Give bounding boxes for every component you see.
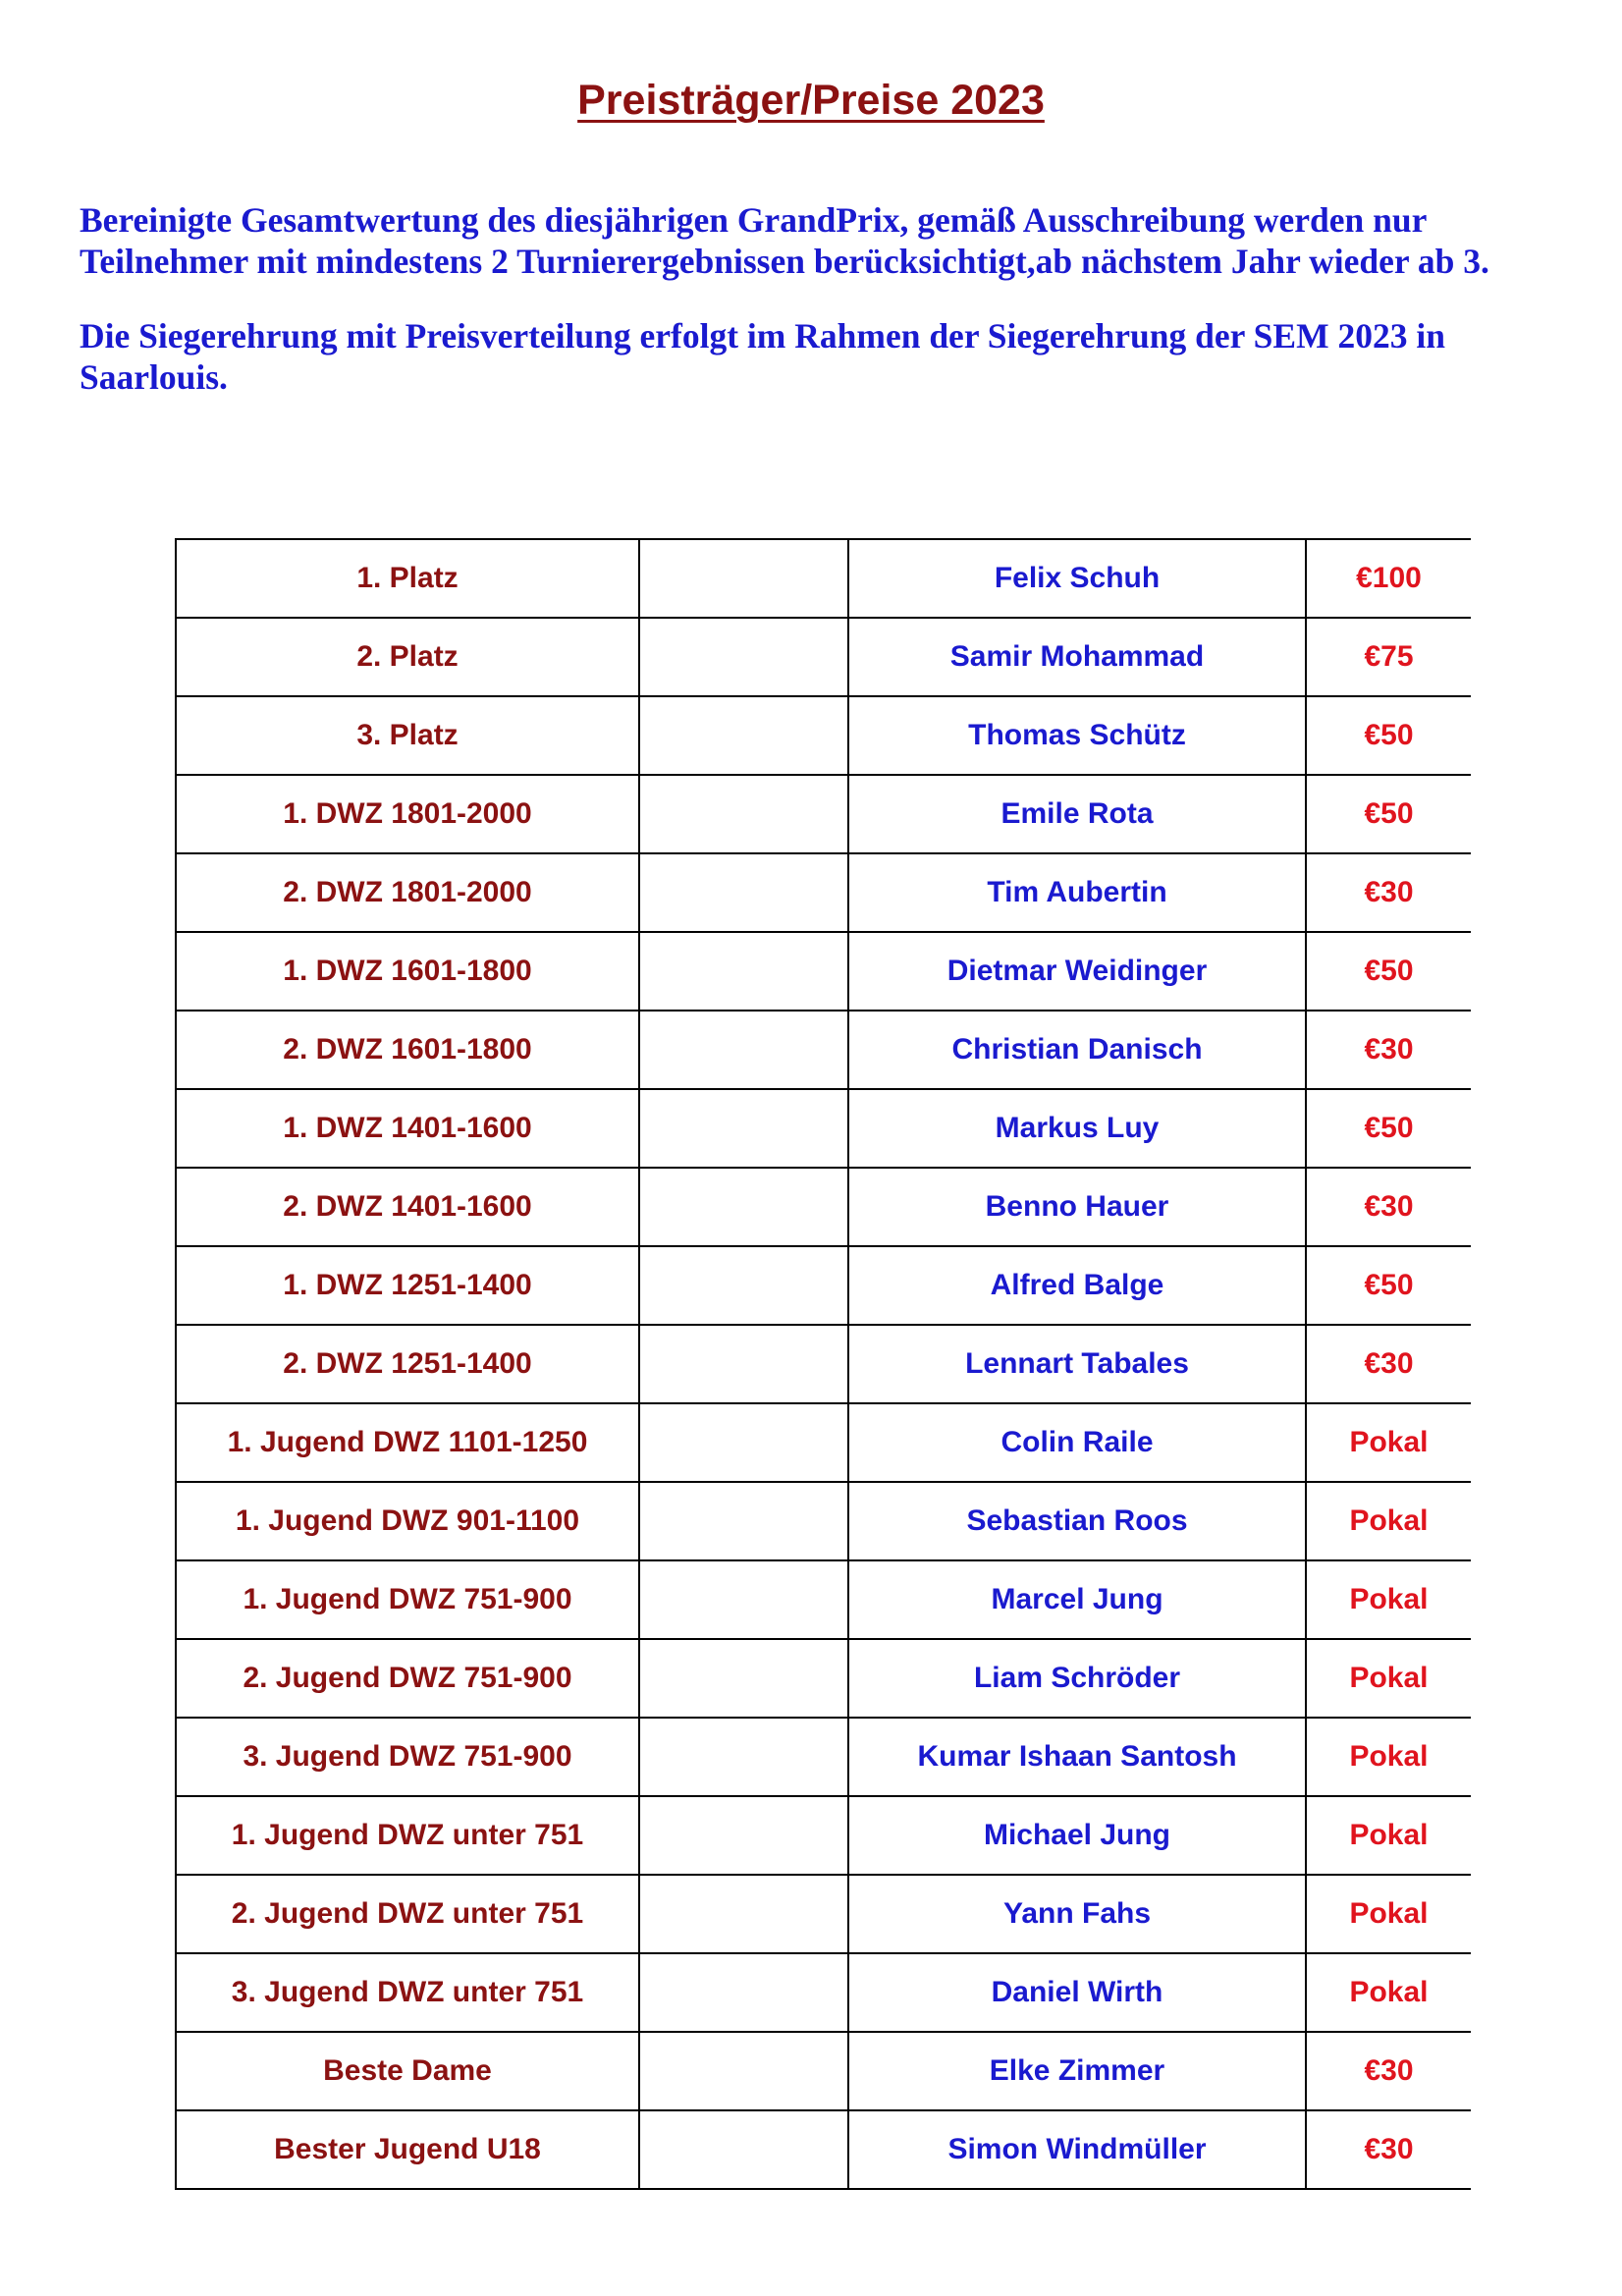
winner-name-cell: Alfred Balge [848,1246,1306,1325]
table-row [176,1089,1471,1168]
category-cell: 1. DWZ 1401-1600 [176,1089,639,1168]
category-cell: 2. Jugend DWZ 751-900 [176,1639,639,1718]
prize-cell: Pokal [1306,1639,1471,1718]
winner-name-cell: Markus Luy [848,1089,1306,1168]
winner-name-cell: Thomas Schütz [848,696,1306,775]
winner-name-cell: Felix Schuh [848,539,1306,618]
empty-cell [639,1718,848,1796]
category-cell: Bester Jugend U18 [176,2110,639,2189]
empty-cell [639,1875,848,1953]
category-cell: 2. DWZ 1601-1800 [176,1011,639,1089]
prize-cell: €50 [1306,1246,1471,1325]
winner-name-cell: Kumar Ishaan Santosh [848,1718,1306,1796]
table-row [176,1796,1471,1875]
category-cell: Beste Dame [176,2032,639,2110]
table-row [176,1246,1471,1325]
table-row [176,1482,1471,1560]
table-row [176,2032,1471,2110]
prize-cell: €50 [1306,1089,1471,1168]
category-cell: 1. DWZ 1601-1800 [176,932,639,1011]
category-cell: 2. DWZ 1251-1400 [176,1325,639,1403]
prize-cell: Pokal [1306,1875,1471,1953]
prize-table-body [176,539,1471,2189]
table-row [176,775,1471,853]
page-title: Preisträger/Preise 2023 [577,77,1045,124]
prize-cell: €50 [1306,696,1471,775]
prize-cell: Pokal [1306,1482,1471,1560]
winner-name-cell: Sebastian Roos [848,1482,1306,1560]
table-row [176,932,1471,1011]
prize-cell: €100 [1306,539,1471,618]
winner-name-cell: Elke Zimmer [848,2032,1306,2110]
prize-cell: Pokal [1306,1560,1471,1639]
table-row [176,1718,1471,1796]
table-row [176,1403,1471,1482]
category-cell: 3. Platz [176,696,639,775]
empty-cell [639,1168,848,1246]
empty-cell [639,1403,848,1482]
table-row [176,539,1471,618]
prize-cell: €30 [1306,1011,1471,1089]
table-row [176,853,1471,932]
prize-cell: Pokal [1306,1796,1471,1875]
category-cell: 2. Jugend DWZ unter 751 [176,1875,639,1953]
prize-table [175,538,1471,2190]
prize-cell: €30 [1306,2032,1471,2110]
prize-cell: Pokal [1306,1403,1471,1482]
winner-name-cell: Samir Mohammad [848,618,1306,696]
category-cell: 3. Jugend DWZ unter 751 [176,1953,639,2032]
empty-cell [639,853,848,932]
winner-name-cell: Yann Fahs [848,1875,1306,1953]
winner-name-cell: Daniel Wirth [848,1953,1306,2032]
empty-cell [639,1560,848,1639]
prize-cell: €75 [1306,618,1471,696]
category-cell: 2. Platz [176,618,639,696]
empty-cell [639,2110,848,2189]
winner-name-cell: Liam Schröder [848,1639,1306,1718]
winner-name-cell: Christian Danisch [848,1011,1306,1089]
table-row [176,1875,1471,1953]
empty-cell [639,1482,848,1560]
prize-cell: Pokal [1306,1953,1471,2032]
empty-cell [639,1325,848,1403]
table-row [176,1011,1471,1089]
prize-cell: Pokal [1306,1718,1471,1796]
table-row [176,618,1471,696]
winner-name-cell: Lennart Tabales [848,1325,1306,1403]
winner-name-cell: Dietmar Weidinger [848,932,1306,1011]
ceremony-paragraph: Die Siegerehrung mit Preisverteilung erfolgt im Rahmen der Siegerehrung der SEM 2023 in Saarlouis. [80,316,1445,397]
winner-name-cell: Michael Jung [848,1796,1306,1875]
empty-cell [639,1953,848,2032]
empty-cell [639,696,848,775]
prize-cell: €30 [1306,1168,1471,1246]
empty-cell [639,1796,848,1875]
category-cell: 2. DWZ 1401-1600 [176,1168,639,1246]
empty-cell [639,539,848,618]
category-cell: 1. Jugend DWZ 751-900 [176,1560,639,1639]
empty-cell [639,1246,848,1325]
winner-name-cell: Tim Aubertin [848,853,1306,932]
winner-name-cell: Colin Raile [848,1403,1306,1482]
intro-paragraph: Bereinigte Gesamtwertung des diesjährigen GrandPrix, gemäß Ausschreibung werden nur Teilnehmer mit mindestens 2 Turnierergebnissen berücksichtigt,ab nächstem Jahr wieder ab 3. [80,200,1489,281]
winner-name-cell: Simon Windmüller [848,2110,1306,2189]
empty-cell [639,1639,848,1718]
empty-cell [639,2032,848,2110]
table-row [176,696,1471,775]
winner-name-cell: Marcel Jung [848,1560,1306,1639]
empty-cell [639,775,848,853]
table-row [176,1953,1471,2032]
prize-cell: €30 [1306,2110,1471,2189]
winner-name-cell: Emile Rota [848,775,1306,853]
empty-cell [639,1089,848,1168]
prize-cell: €30 [1306,853,1471,932]
prize-cell: €50 [1306,932,1471,1011]
category-cell: 1. Jugend DWZ unter 751 [176,1796,639,1875]
category-cell: 1. Platz [176,539,639,618]
category-cell: 3. Jugend DWZ 751-900 [176,1718,639,1796]
category-cell: 1. Jugend DWZ 1101-1250 [176,1403,639,1482]
prize-cell: €30 [1306,1325,1471,1403]
empty-cell [639,618,848,696]
table-row [176,1560,1471,1639]
category-cell: 1. DWZ 1251-1400 [176,1246,639,1325]
table-row [176,1639,1471,1718]
category-cell: 2. DWZ 1801-2000 [176,853,639,932]
prize-cell: €50 [1306,775,1471,853]
category-cell: 1. Jugend DWZ 901-1100 [176,1482,639,1560]
winner-name-cell: Benno Hauer [848,1168,1306,1246]
table-row [176,1168,1471,1246]
table-row [176,2110,1471,2189]
category-cell: 1. DWZ 1801-2000 [176,775,639,853]
table-row [176,1325,1471,1403]
empty-cell [639,1011,848,1089]
empty-cell [639,932,848,1011]
